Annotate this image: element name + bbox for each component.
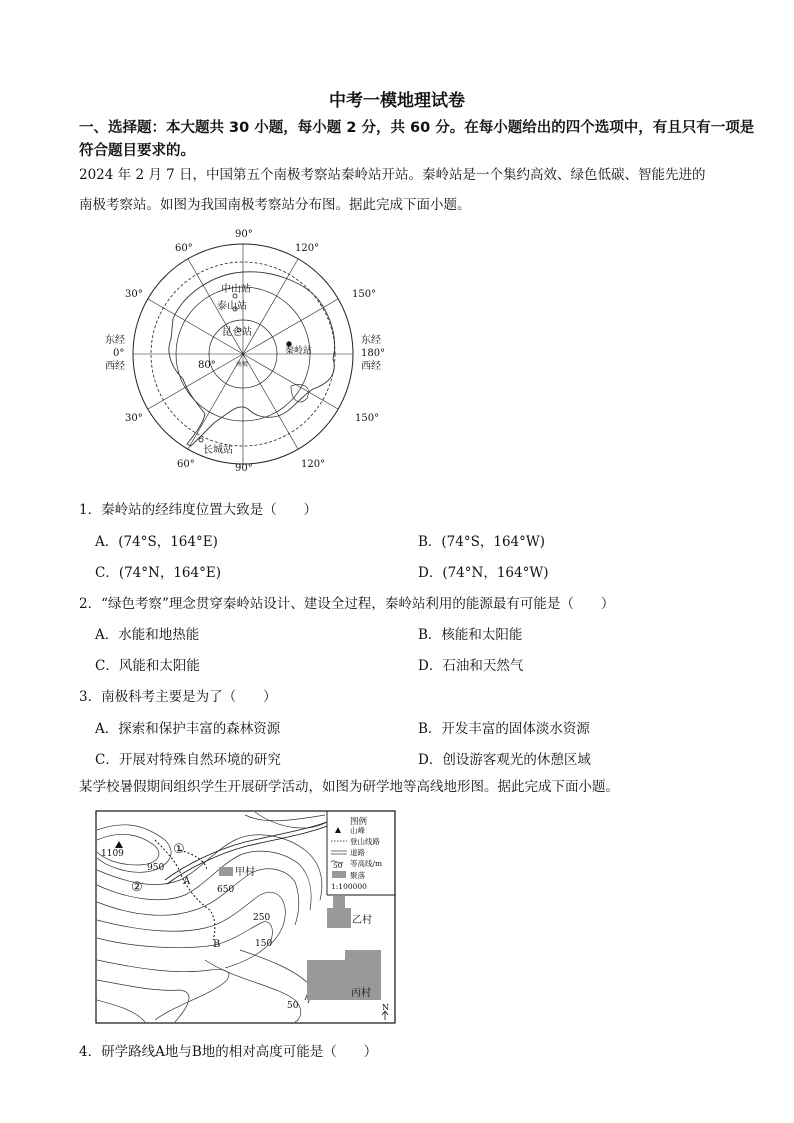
lon-label-120-top: 120°: [295, 243, 320, 254]
lat-label-80: 80°: [198, 360, 216, 371]
question-1-option-a: A．(74°S，164°E): [95, 534, 218, 550]
question-3-option-d: D．创设游客观光的休憩区域: [418, 752, 591, 768]
question-2-stem: 2．“绿色考察”理念贯穿秦岭站设计、建设全过程，秦岭站利用的能源最有可能是（ ）: [79, 596, 615, 612]
intro-line-1: 2024 年 2 月 7 日，中国第五个南极考察站秦岭站开站。秦岭站是一个集约高效、绿色低碳、智能先进的: [79, 167, 706, 183]
legend-contour-value: 50: [333, 861, 343, 870]
question-1-stem: 1．秦岭站的经纬度位置大致是（ ）: [79, 502, 318, 518]
contour-150: 150: [255, 939, 273, 949]
question-2-option-a: A．水能和地热能: [95, 627, 200, 643]
station-taishan: 泰山站: [217, 301, 247, 312]
legend-contour: 等高线/m: [350, 859, 383, 868]
intro-2: 某学校暑假期间组织学生开展研学活动，如图为研学地等高线地形图。据此完成下面小题。: [79, 779, 619, 795]
lon-label-60-top: 60°: [175, 243, 193, 254]
legend-scale: 1:100000: [331, 882, 367, 891]
contour-topographic-map: [95, 810, 397, 1025]
lon-label-60-bottom: 60°: [177, 459, 195, 470]
north-arrow-label: N: [382, 1003, 389, 1012]
question-1-option-c: C．(74°N，164°E): [95, 565, 221, 581]
question-3-option-c: C．开展对特殊自然环境的研究: [95, 752, 281, 768]
point-a: A: [183, 876, 191, 887]
question-2-option-d: D．石油和天然气: [418, 658, 524, 674]
contour-250: 250: [253, 913, 271, 923]
peak-elevation: 1109: [101, 849, 124, 859]
lon-label-120-bottom: 120°: [301, 459, 326, 470]
lon-label-bottom: 90°: [235, 463, 253, 473]
lon-label-30-top: 30°: [125, 289, 143, 300]
question-2-option-c: C．风能和太阳能: [95, 658, 200, 674]
question-2-option-b: B．核能和太阳能: [418, 627, 523, 643]
station-changcheng: 长城站: [203, 445, 233, 456]
section-heading: 一、选择题：本大题共 30 小题，每小题 2 分，共 60 分。在每小题给出的四个选项中，有且只有一项是符合题目要求的。: [79, 120, 755, 159]
legend-peak: 山峰: [350, 826, 365, 835]
lon-label-east-left: 东经: [105, 335, 125, 346]
question-3-option-b: B．开发丰富的固体淡水资源: [418, 721, 590, 737]
point-b: B: [213, 939, 221, 950]
legend-title: 图例: [350, 817, 368, 827]
lon-label-west-right: 西经: [361, 361, 381, 372]
lon-label-top: 90°: [235, 229, 253, 240]
station-qinling: 秦岭站: [285, 346, 313, 356]
trail-marker-2: ②: [131, 880, 143, 895]
antarctica-station-map: [105, 225, 390, 473]
question-1-option-b: B．(74°S，164°W): [418, 534, 546, 550]
contour-950: 950: [147, 863, 165, 873]
lon-label-0: 0°: [113, 348, 125, 359]
question-1-option-d: D．(74°N，164°W): [418, 565, 549, 581]
question-3-option-a: A．探索和保护丰富的森林资源: [95, 721, 281, 737]
village-yi: 乙村: [352, 915, 372, 926]
lon-label-30-bottom: 30°: [125, 413, 143, 424]
lon-label-west-left: 西经: [105, 361, 125, 372]
contour-50: 50: [287, 1001, 299, 1011]
question-4-stem: 4．研学路线A地与B地的相对高度可能是（ ）: [79, 1044, 378, 1060]
legend-trail: 登山线路: [350, 837, 380, 846]
lon-label-180: 180°: [361, 348, 386, 359]
station-zhongshan: 中山站: [221, 284, 251, 295]
contour-650: 650: [217, 885, 235, 895]
trail-marker-1: ①: [173, 842, 185, 857]
page-title: 中考一模地理试卷: [329, 91, 465, 111]
village-jia: 甲村: [235, 867, 255, 878]
lon-label-east-right: 东经: [361, 335, 381, 346]
legend-road: 道路: [350, 848, 365, 857]
village-bing: 丙村: [351, 988, 371, 999]
lon-label-150-top: 150°: [352, 289, 377, 300]
pole-label: 南极: [236, 361, 249, 368]
lon-label-150-bottom: 150°: [355, 413, 380, 424]
station-kunlun: 昆仑站: [222, 327, 252, 338]
question-3-stem: 3．南极科考主要是为了（ ）: [79, 689, 277, 705]
legend-settlement: 聚落: [350, 871, 365, 880]
intro-line-2: 南极考察站。如图为我国南极考察站分布图。据此完成下面小题。: [79, 197, 471, 213]
